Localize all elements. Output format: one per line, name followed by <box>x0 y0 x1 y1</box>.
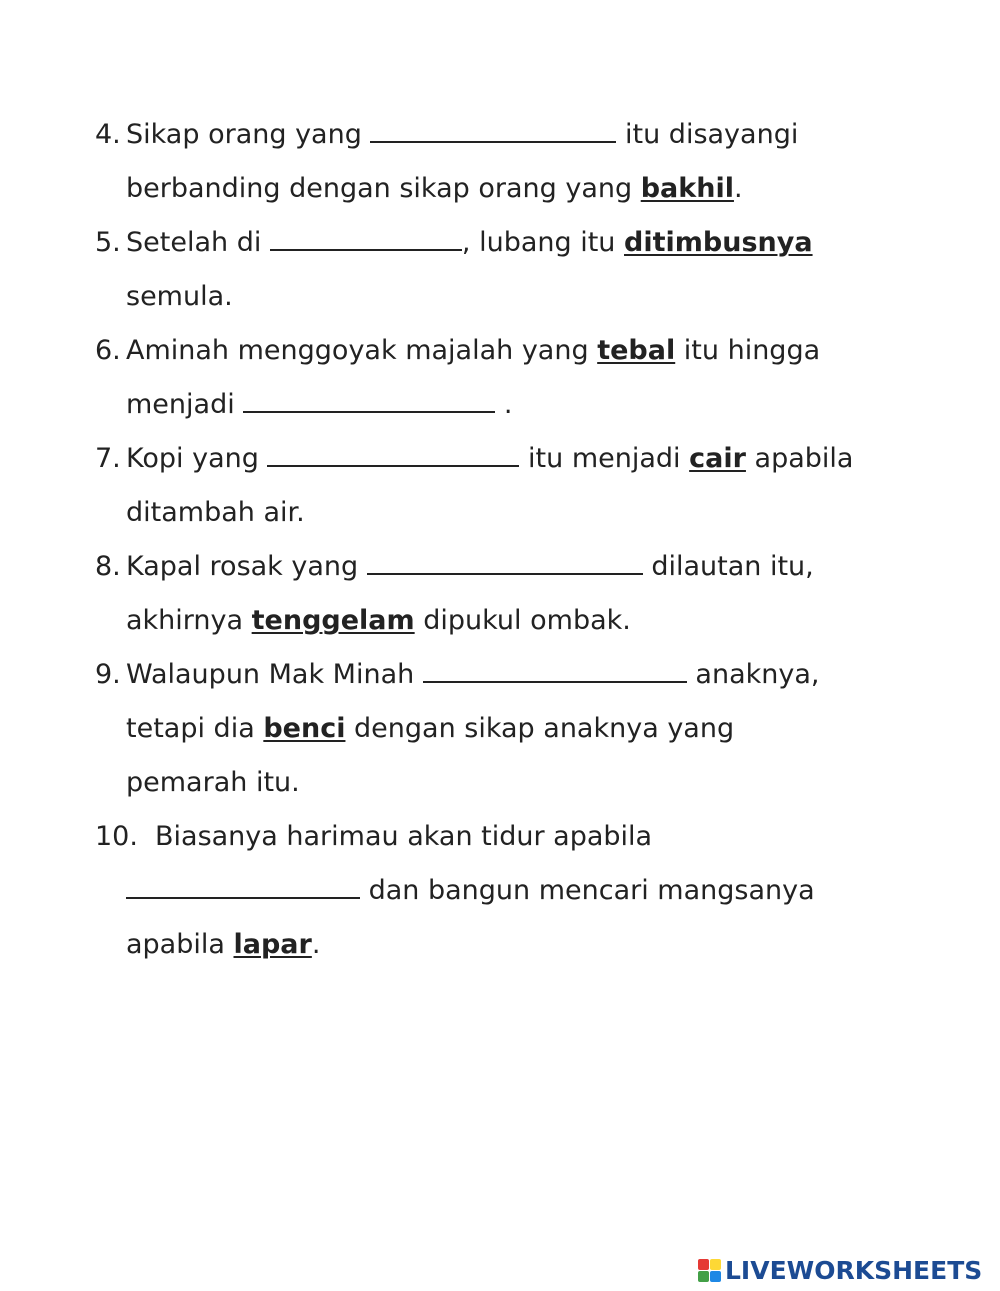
question-text: . <box>733 173 743 204</box>
answer-blank[interactable] <box>243 389 495 413</box>
liveworksheets-logo[interactable] <box>698 1256 982 1286</box>
question-text: semula. <box>126 281 233 312</box>
question-text: itu hingga <box>675 335 821 366</box>
question-number: 6. <box>95 335 121 366</box>
answer-blank[interactable] <box>270 227 462 251</box>
question-number: 7. <box>95 443 121 474</box>
keyword: benci <box>263 713 346 744</box>
question-text: anaknya, <box>686 659 820 690</box>
keyword: tenggelam <box>251 605 415 636</box>
question-text: dilautan itu, <box>642 551 814 582</box>
question-text: Kapal rosak yang <box>126 551 367 582</box>
question-text: itu disayangi <box>616 119 799 150</box>
question-text: akhirnya <box>126 605 252 636</box>
question-text: dipukul ombak. <box>414 605 631 636</box>
question-text: itu menjadi <box>519 443 690 474</box>
question-number: 10. <box>95 821 138 852</box>
question-text: Setelah di <box>126 227 270 258</box>
question-number: 9. <box>95 659 121 690</box>
question-text: ditambah air. <box>126 497 305 528</box>
brand-name: LIVEWORKSHEETS <box>725 1256 983 1285</box>
answer-blank[interactable] <box>423 659 687 683</box>
keyword: bakhil <box>640 173 734 204</box>
question-text: menjadi <box>126 389 244 420</box>
answer-blank[interactable] <box>267 443 519 467</box>
keyword: lapar <box>233 929 312 960</box>
question-text: apabila <box>126 929 234 960</box>
keyword: ditimbusnya <box>624 227 813 258</box>
answer-blank[interactable] <box>367 551 643 575</box>
question-text: . <box>495 389 513 420</box>
liveworksheets-logo-icon <box>698 1259 722 1283</box>
question-text: dengan sikap anaknya yang <box>345 713 735 744</box>
answer-blank[interactable] <box>126 875 360 899</box>
question-text: Sikap orang yang <box>126 119 371 150</box>
question-text: pemarah itu. <box>126 767 300 798</box>
question-text: berbanding dengan sikap orang yang <box>126 173 641 204</box>
question-number: 8. <box>95 551 121 582</box>
question-text: Walaupun Mak Minah <box>126 659 423 690</box>
question-text: , lubang itu <box>461 227 625 258</box>
question-text: Biasanya harimau akan tidur apabila <box>155 821 653 852</box>
keyword: tebal <box>597 335 676 366</box>
question-number: 4. <box>95 119 121 150</box>
keyword: cair <box>689 443 746 474</box>
question-text: . <box>311 929 321 960</box>
question-text: Aminah menggoyak majalah yang <box>126 335 598 366</box>
question-text: Kopi yang <box>126 443 268 474</box>
question-text: dan bangun mencari mangsanya <box>360 875 815 906</box>
question-text: tetapi dia <box>126 713 264 744</box>
answer-blank[interactable] <box>370 119 616 143</box>
question-text: apabila <box>745 443 854 474</box>
question-number: 5. <box>95 227 121 258</box>
